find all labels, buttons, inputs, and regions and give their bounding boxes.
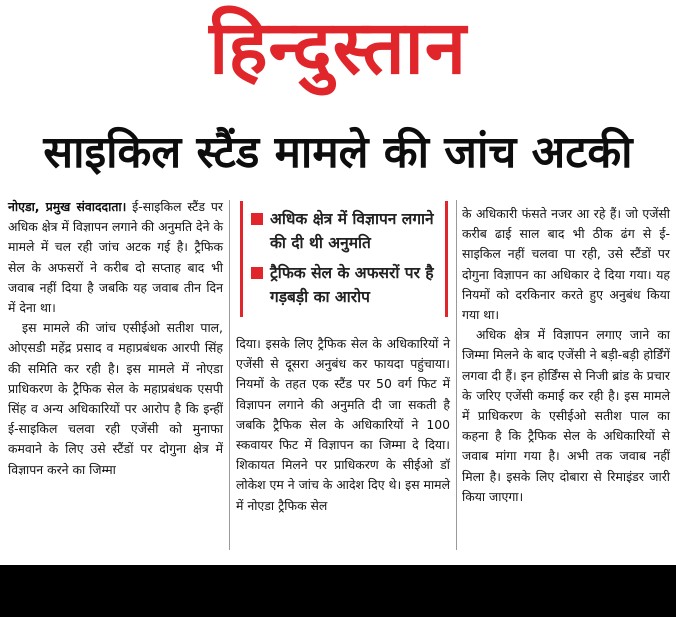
article-paragraph: के अधिकारी फंसते नजर आ रहे हैं। जो एजेंसी करीब ढाई साल बाद भी ठीक ढंग से ई-साइकिल नहीं चलवा पा रही, उसे स्टैंडों पर दोगुना विज्ञापन का अधिकार दे दिया गया। यह नियमों को दरकिनार करते हुए अनुबंध किया गया था। xyxy=(462,206,670,323)
highlight-text: ट्रैफिक सेल के अफसरों पर है गड़बड़ी का आरोप xyxy=(270,264,434,306)
article-paragraph xyxy=(8,197,223,318)
highlight-item xyxy=(251,207,437,255)
article-column-1 xyxy=(8,197,223,480)
newspaper-logo: हिन्दुस्तान xyxy=(209,5,467,91)
bottom-black-bar xyxy=(0,565,676,617)
dateline: नोएडा, प्रमुख संवाददाता। xyxy=(8,199,127,214)
column-divider xyxy=(456,200,457,550)
article-paragraph: दिया। इसके लिए ट्रैफिक सेल के अधिकारियों ने एजेंसी से दूसरा अनुबंध कर फायदा पहुंचाया। नियमों के तहत एक स्टैंड पर 50 वर्ग फिट में विज्ञापन लगाने की अनुमति दी जा सकती है जबकि ट्रैफिक सेल के अधिकारियों ने 100 स्कवायर फिट में विज्ञापन का जिम्मा दे दिया। शिकायत मिलने पर प्राधिकरण के सीईओ डॉ लोकेश एम ने जांच के आदेश दिए थे। इस मामले में नोएडा ट्रैफिक सेल xyxy=(236,336,450,513)
article-column-3 xyxy=(462,204,670,507)
article-headline: साइकिल स्टैंड मामले की जांच अटकी xyxy=(43,127,633,178)
square-bullet-icon xyxy=(251,267,263,279)
article-column-2 xyxy=(236,334,450,516)
highlight-text: अधिक क्षेत्र में विज्ञापन लगाने की दी थी अनुमति xyxy=(270,210,434,252)
highlight-box xyxy=(240,201,448,317)
highlight-item xyxy=(251,261,437,309)
article-paragraph: इस मामले की जांच एसीईओ सतीश पाल, ओएसडी महेंद्र प्रसाद व महाप्रबंधक आरपी सिंह की समिति कर रही है। इस मामले में नोएडा प्राधिकरण के ट्रैफिक सेल के महाप्रबंधक एसपी सिंह व अन्य अधिकारियों पर आरोप है कि इन्हीं ई-साइकिल चलवा रही एजेंसी को मुनाफा कमवाने के लिए उसे स्टैंडों पर दोगुना क्षेत्र में विज्ञापन करने का जिम्मा xyxy=(8,320,223,477)
masthead xyxy=(0,0,676,96)
paragraph-text: ई-साइकिल स्टैंड पर अधिक क्षेत्र में विज्ञापन लगाने की अनुमति देने के मामले में चल रही जांच अटक गई है। ट्रैफिक सेल के अफसरों ने करीब दो सप्ताह बाद भी जवाब नहीं दिया है जबकि यह जवाब तीन दिन में देना था। xyxy=(8,199,223,316)
column-divider xyxy=(229,200,230,550)
square-bullet-icon xyxy=(251,213,263,225)
article-paragraph: अधिक क्षेत्र में विज्ञापन लगाए जाने का जिम्मा मिलने के बाद एजेंसी ने बड़ी-बड़ी होर्डिंगें लगवा दी हैं। इन होर्डिंग्स से निजी ब्रांड के प्रचार के जरिए एजेंसी कमाई कर रही है। इस मामले में प्राधिकरण के एसीईओ सतीश पाल का कहना है कि ट्रैफिक सेल के अधिकारियों से जवाब मांगा गया है। अभी तक जवाब नहीं मिला है। इसके लिए दोबारा से रिमाइंडर जारी किया जाएगा। xyxy=(462,327,670,504)
